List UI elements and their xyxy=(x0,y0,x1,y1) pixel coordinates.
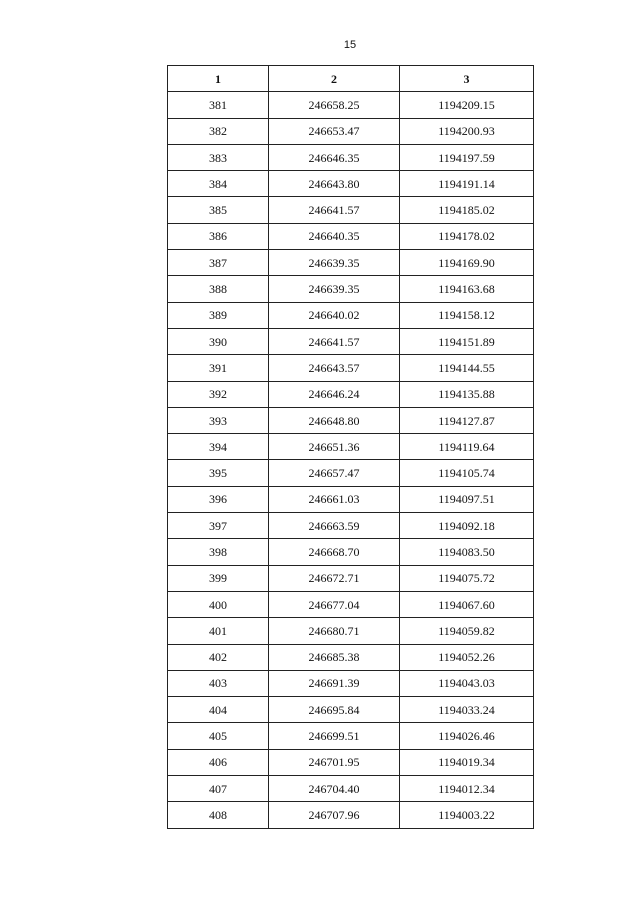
table-cell-col-3: 1194185.02 xyxy=(400,197,534,223)
column-header-2: 2 xyxy=(269,66,400,92)
page-number: 15 xyxy=(343,39,357,51)
table-cell-col-2: 246680.71 xyxy=(269,618,400,644)
table-cell-col-3: 1194200.93 xyxy=(400,118,534,144)
table-cell-col-1: 391 xyxy=(168,355,269,381)
table-cell-col-3: 1194075.72 xyxy=(400,565,534,591)
table-cell-col-1: 385 xyxy=(168,197,269,223)
table-cell-col-3: 1194127.87 xyxy=(400,407,534,433)
table-row xyxy=(168,144,534,170)
table-cell-col-3: 1194144.55 xyxy=(400,355,534,381)
table-cell-col-1: 383 xyxy=(168,144,269,170)
table-cell-col-2: 246640.02 xyxy=(269,302,400,328)
table-cell-col-1: 396 xyxy=(168,486,269,512)
table-cell-col-2: 246657.47 xyxy=(269,460,400,486)
header-row xyxy=(168,66,534,92)
table-cell-col-2: 246691.39 xyxy=(269,670,400,696)
table-cell-col-1: 403 xyxy=(168,670,269,696)
table-row xyxy=(168,591,534,617)
table-row xyxy=(168,539,534,565)
table-cell-col-3: 1194191.14 xyxy=(400,171,534,197)
table-cell-col-1: 400 xyxy=(168,591,269,617)
table-row xyxy=(168,223,534,249)
table-row xyxy=(168,486,534,512)
table-cell-col-1: 408 xyxy=(168,802,269,828)
table-cell-col-1: 390 xyxy=(168,328,269,354)
table-row xyxy=(168,618,534,644)
table-row xyxy=(168,776,534,802)
table-row xyxy=(168,802,534,828)
table-row xyxy=(168,697,534,723)
table-row xyxy=(168,644,534,670)
column-header-1: 1 xyxy=(168,66,269,92)
table-row xyxy=(168,92,534,118)
table-cell-col-1: 407 xyxy=(168,776,269,802)
table-cell-col-2: 246646.35 xyxy=(269,144,400,170)
table-cell-col-1: 394 xyxy=(168,434,269,460)
table-cell-col-3: 1194052.26 xyxy=(400,644,534,670)
table-cell-col-3: 1194067.60 xyxy=(400,591,534,617)
table-row xyxy=(168,434,534,460)
table-cell-col-2: 246707.96 xyxy=(269,802,400,828)
table-row xyxy=(168,723,534,749)
table-row xyxy=(168,276,534,302)
table-cell-col-3: 1194026.46 xyxy=(400,723,534,749)
table-cell-col-2: 246677.04 xyxy=(269,591,400,617)
table-cell-col-3: 1194083.50 xyxy=(400,539,534,565)
table-row xyxy=(168,565,534,591)
table-body xyxy=(168,92,534,828)
table-cell-col-1: 387 xyxy=(168,250,269,276)
table-row xyxy=(168,250,534,276)
table-cell-col-1: 401 xyxy=(168,618,269,644)
coordinates-table xyxy=(167,65,534,829)
table-cell-col-1: 392 xyxy=(168,381,269,407)
table-cell-col-3: 1194003.22 xyxy=(400,802,534,828)
table-cell-col-2: 246639.35 xyxy=(269,250,400,276)
table-cell-col-3: 1194119.64 xyxy=(400,434,534,460)
table-cell-col-1: 402 xyxy=(168,644,269,670)
table-cell-col-3: 1194033.24 xyxy=(400,697,534,723)
table-row xyxy=(168,328,534,354)
table-cell-col-1: 389 xyxy=(168,302,269,328)
table-cell-col-1: 386 xyxy=(168,223,269,249)
table-header xyxy=(168,66,534,92)
table-cell-col-1: 388 xyxy=(168,276,269,302)
table-row xyxy=(168,355,534,381)
table-cell-col-3: 1194209.15 xyxy=(400,92,534,118)
table-cell-col-3: 1194197.59 xyxy=(400,144,534,170)
table-cell-col-2: 246641.57 xyxy=(269,328,400,354)
table-cell-col-2: 246701.95 xyxy=(269,749,400,775)
table-cell-col-1: 381 xyxy=(168,92,269,118)
table-cell-col-2: 246646.24 xyxy=(269,381,400,407)
table-row xyxy=(168,670,534,696)
table-cell-col-1: 384 xyxy=(168,171,269,197)
table-cell-col-3: 1194105.74 xyxy=(400,460,534,486)
table-cell-col-1: 405 xyxy=(168,723,269,749)
table-cell-col-1: 399 xyxy=(168,565,269,591)
table-cell-col-1: 404 xyxy=(168,697,269,723)
table-cell-col-2: 246685.38 xyxy=(269,644,400,670)
table-cell-col-2: 246661.03 xyxy=(269,486,400,512)
table-cell-col-2: 246695.84 xyxy=(269,697,400,723)
table-cell-col-2: 246658.25 xyxy=(269,92,400,118)
table-row xyxy=(168,749,534,775)
table-cell-col-1: 395 xyxy=(168,460,269,486)
table-row xyxy=(168,302,534,328)
table-cell-col-2: 246643.57 xyxy=(269,355,400,381)
table-cell-col-3: 1194158.12 xyxy=(400,302,534,328)
table-cell-col-3: 1194012.34 xyxy=(400,776,534,802)
table-row xyxy=(168,171,534,197)
table-cell-col-3: 1194059.82 xyxy=(400,618,534,644)
table-row xyxy=(168,197,534,223)
table-cell-col-3: 1194178.02 xyxy=(400,223,534,249)
table-cell-col-2: 246640.35 xyxy=(269,223,400,249)
table-cell-col-3: 1194019.34 xyxy=(400,749,534,775)
table-cell-col-3: 1194092.18 xyxy=(400,513,534,539)
table-cell-col-3: 1194169.90 xyxy=(400,250,534,276)
table-row xyxy=(168,118,534,144)
coordinates-table-container xyxy=(167,65,533,829)
table-row xyxy=(168,513,534,539)
table-cell-col-3: 1194151.89 xyxy=(400,328,534,354)
table-cell-col-2: 246641.57 xyxy=(269,197,400,223)
table-cell-col-2: 246653.47 xyxy=(269,118,400,144)
table-cell-col-2: 246704.40 xyxy=(269,776,400,802)
table-cell-col-1: 398 xyxy=(168,539,269,565)
table-cell-col-3: 1194097.51 xyxy=(400,486,534,512)
table-cell-col-3: 1194043.03 xyxy=(400,670,534,696)
table-cell-col-2: 246639.35 xyxy=(269,276,400,302)
table-row xyxy=(168,460,534,486)
table-cell-col-1: 382 xyxy=(168,118,269,144)
column-header-3: 3 xyxy=(400,66,534,92)
table-cell-col-1: 397 xyxy=(168,513,269,539)
table-cell-col-3: 1194163.68 xyxy=(400,276,534,302)
table-cell-col-2: 246668.70 xyxy=(269,539,400,565)
table-cell-col-1: 393 xyxy=(168,407,269,433)
table-cell-col-2: 246663.59 xyxy=(269,513,400,539)
table-cell-col-2: 246672.71 xyxy=(269,565,400,591)
table-cell-col-2: 246648.80 xyxy=(269,407,400,433)
table-cell-col-1: 406 xyxy=(168,749,269,775)
table-row xyxy=(168,381,534,407)
table-cell-col-3: 1194135.88 xyxy=(400,381,534,407)
table-cell-col-2: 246699.51 xyxy=(269,723,400,749)
table-cell-col-2: 246643.80 xyxy=(269,171,400,197)
table-cell-col-2: 246651.36 xyxy=(269,434,400,460)
table-row xyxy=(168,407,534,433)
